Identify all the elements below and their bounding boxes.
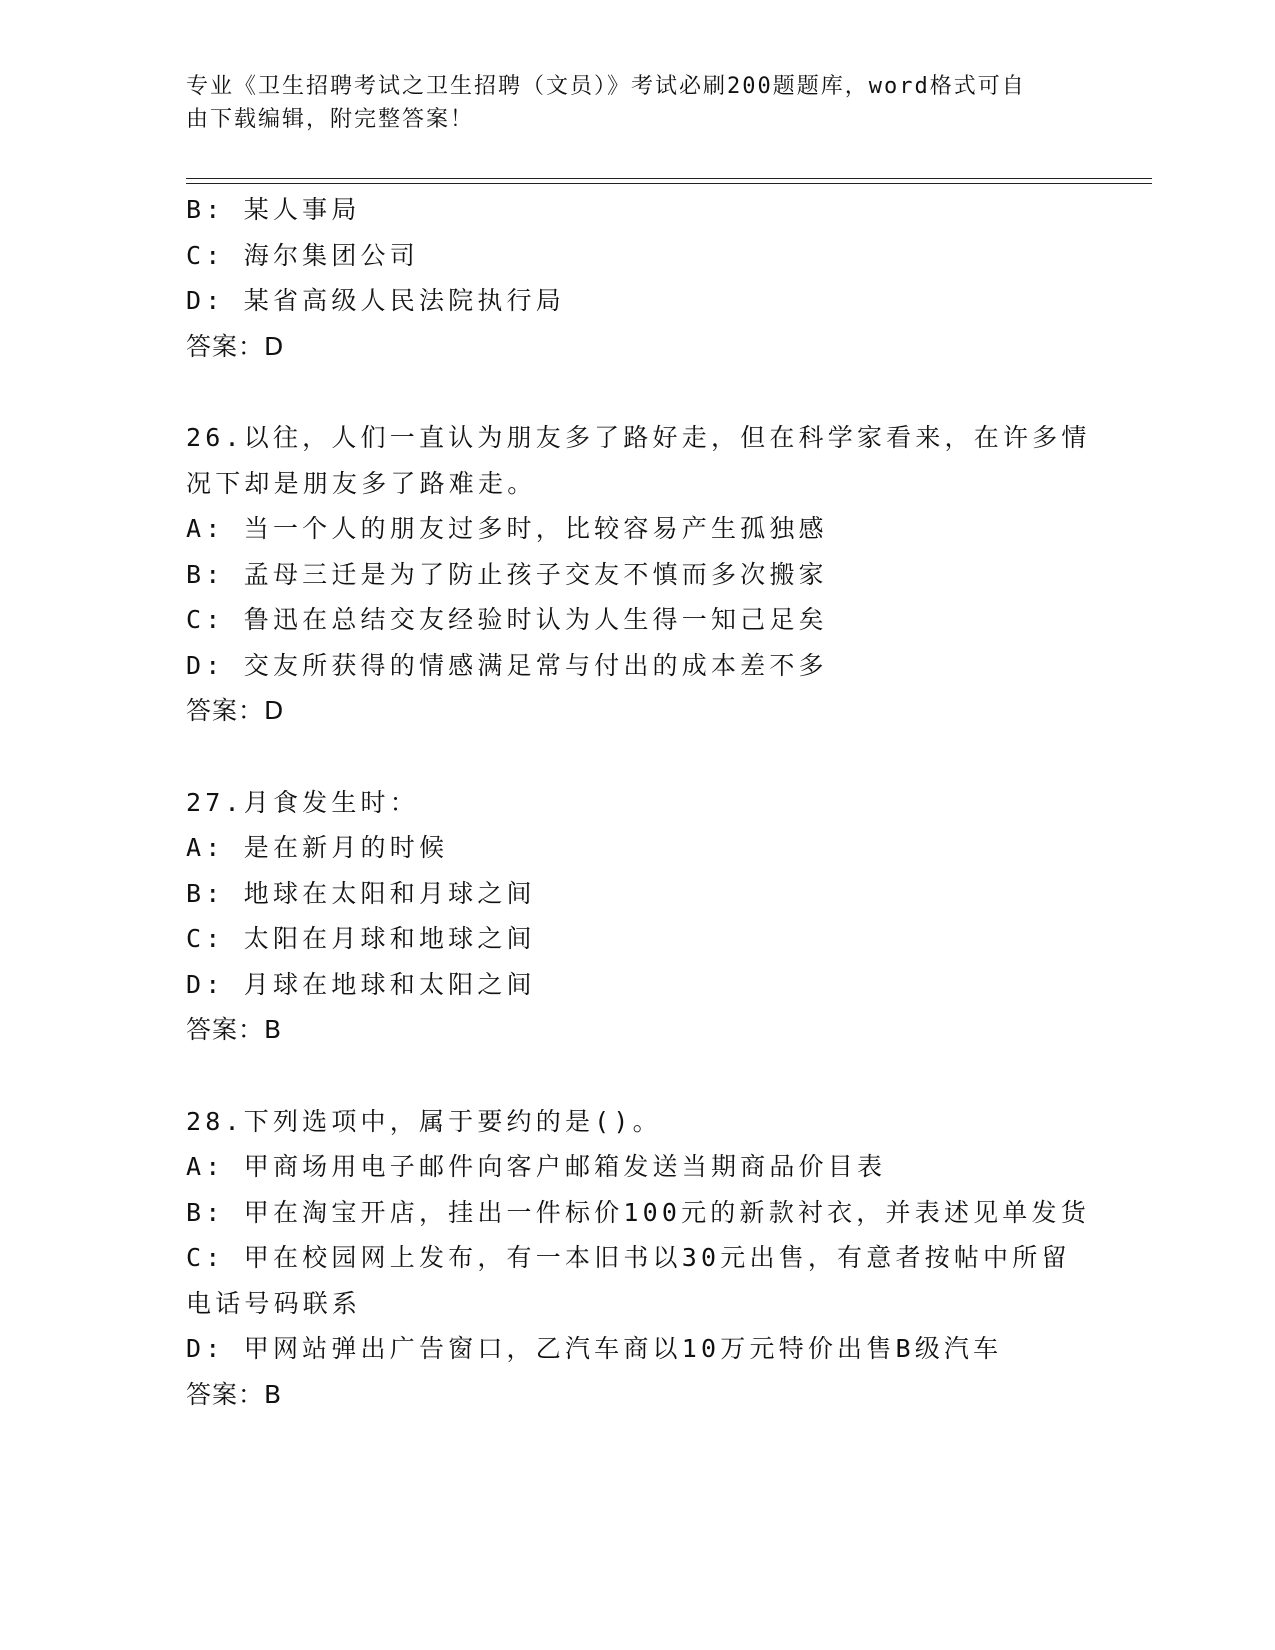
question-stem-line: 26.以往，人们一直认为朋友多了路好走，但在科学家看来，在许多情 — [186, 423, 1091, 452]
spacer — [186, 734, 1086, 780]
answer-text: 答案：B — [186, 1379, 283, 1409]
option-text-continued: 电话号码联系 — [186, 1288, 362, 1318]
header-line-2: 由下载编辑，附完整答案！ — [186, 107, 475, 132]
question-block — [186, 780, 1086, 1053]
option-text: D: 某省高级人民法院执行局 — [186, 286, 565, 315]
spacer — [186, 1053, 1086, 1099]
header-rule-bottom — [186, 183, 1152, 184]
option-text: C: 太阳在月球和地球之间 — [186, 924, 536, 953]
question-block — [186, 187, 1086, 369]
spacer — [186, 369, 1086, 415]
option-text: D: 月球在地球和太阳之间 — [186, 969, 536, 999]
option-text: A: 是在新月的时候 — [186, 833, 449, 862]
question-stem-line: 27.月食发生时： — [186, 787, 419, 817]
answer-text: 答案：D — [186, 696, 285, 725]
question-block — [186, 415, 1091, 734]
question-stem-line: 况下却是朋友多了路难走。 — [186, 468, 537, 498]
option-text: A: 甲商场用电子邮件向客户邮箱发送当期商品价目表 — [186, 1152, 887, 1181]
option-text: B: 某人事局 — [186, 195, 361, 224]
document-header — [186, 70, 1066, 136]
option-text: B: 地球在太阳和月球之间 — [186, 878, 536, 908]
option-text: B: 孟母三迁是为了防止孩子交友不慎而多次搬家 — [186, 559, 828, 589]
answer-text: 答案：D — [186, 331, 285, 361]
option-text: D: 甲网站弹出广告窗口，乙汽车商以10万元特价出售B级汽车 — [186, 1334, 1003, 1363]
option-text: C: 鲁迅在总结交友经验时认为人生得一知己足矣 — [186, 605, 828, 634]
option-text: C: 海尔集团公司 — [186, 240, 419, 270]
question-list — [186, 187, 1091, 1417]
header-line-1: 专业《卫生招聘考试之卫生招聘（文员）》考试必刷200题题库，word格式可自 — [186, 74, 1026, 99]
option-text: B: 甲在淘宝开店，挂出一件标价100元的新款衬衣，并表述见单发货 — [186, 1197, 1090, 1227]
answer-text: 答案：B — [186, 1015, 283, 1044]
option-text: C: 甲在校园网上发布，有一本旧书以30元出售，有意者按帖中所留 — [186, 1243, 1071, 1272]
option-text: D: 交友所获得的情感满足常与付出的成本差不多 — [186, 650, 828, 680]
header-rule-top — [186, 178, 1152, 179]
question-block — [186, 1099, 1090, 1418]
question-stem-line: 28.下列选项中，属于要约的是()。 — [186, 1106, 662, 1136]
option-text: A: 当一个人的朋友过多时，比较容易产生孤独感 — [186, 514, 828, 543]
